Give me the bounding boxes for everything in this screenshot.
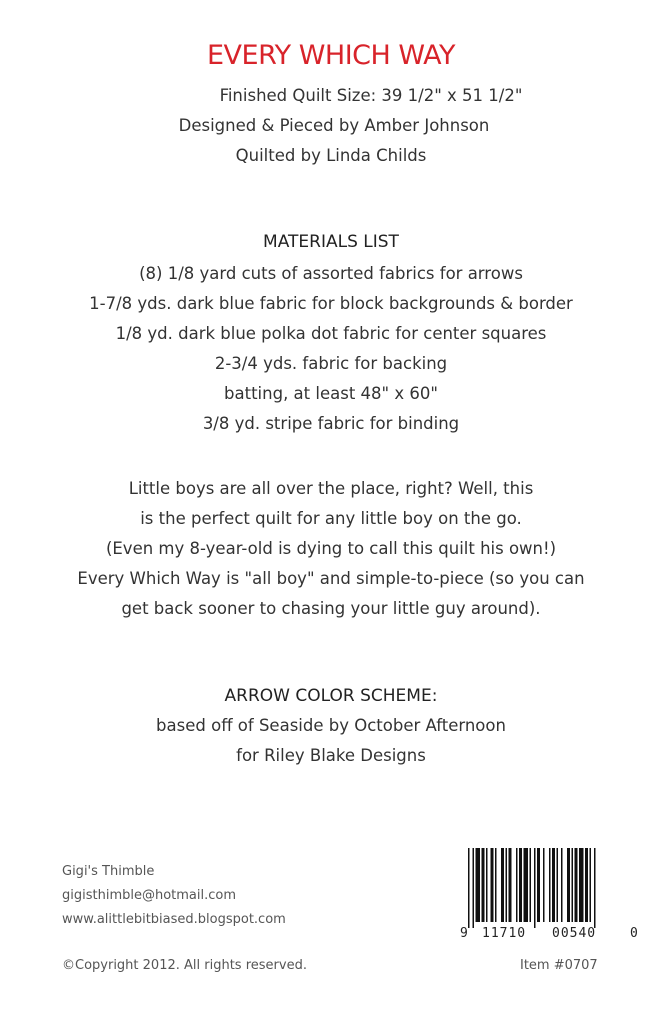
- barcode-bar: [534, 848, 536, 928]
- barcode-bars: [454, 848, 644, 928]
- barcode-bar: [519, 848, 522, 922]
- barcode-tail-digit: 0: [630, 926, 638, 941]
- barcode-bar: [495, 848, 497, 922]
- color-scheme-line: for Riley Blake Designs: [236, 746, 426, 765]
- barcode: [454, 848, 644, 948]
- barcode-bar: [468, 848, 470, 928]
- description-line: get back sooner to chasing your little guy around).: [121, 599, 541, 618]
- company-website: www.alittlebitbiased.blogspot.com: [62, 912, 286, 927]
- materials-item: 1-7/8 yds. dark blue fabric for block backgrounds & border: [89, 294, 573, 313]
- materials-item: 3/8 yd. stripe fabric for binding: [202, 414, 460, 433]
- item-number: Item #0707: [520, 958, 598, 973]
- materials-heading: MATERIALS LIST: [263, 232, 399, 252]
- description-line: Every Which Way is "all boy" and simple-to-piece (so you can: [77, 569, 585, 588]
- barcode-bar: [575, 848, 578, 922]
- barcode-bar: [506, 848, 508, 922]
- company-email: gigisthimble@hotmail.com: [62, 888, 237, 903]
- barcode-group-2: 00540: [552, 926, 597, 941]
- designer-credit: Designed & Pieced by Amber Johnson: [178, 116, 490, 135]
- barcode-bar: [524, 848, 529, 922]
- barcode-bar: [572, 848, 574, 922]
- barcode-bar: [594, 848, 596, 928]
- barcode-bar: [537, 848, 540, 922]
- barcode-bar: [491, 848, 494, 922]
- barcode-bar: [579, 848, 584, 922]
- barcode-bar: [557, 848, 559, 922]
- color-scheme-heading: ARROW COLOR SCHEME:: [224, 686, 438, 706]
- barcode-bar: [585, 848, 588, 922]
- materials-item: (8) 1/8 yard cuts of assorted fabrics for arrows: [139, 264, 523, 283]
- barcode-bar: [486, 848, 488, 922]
- barcode-bar: [476, 848, 481, 922]
- barcode-group-1: 11710: [482, 926, 527, 941]
- description-line: Little boys are all over the place, right? Well, this: [128, 479, 534, 498]
- barcode-bar: [543, 848, 545, 922]
- materials-item: 2-3/4 yds. fabric for backing: [214, 354, 448, 373]
- description-line: (Even my 8-year-old is dying to call this quilt his own!): [105, 539, 557, 558]
- barcode-bar: [530, 848, 532, 922]
- barcode-bar: [509, 848, 512, 922]
- barcode-bar: [482, 848, 485, 922]
- barcode-lead-digit: 9: [460, 926, 468, 941]
- barcode-bar: [501, 848, 504, 922]
- barcode-bar: [590, 848, 592, 922]
- materials-item: batting, at least 48" x 60": [224, 384, 438, 403]
- barcode-bar: [561, 848, 563, 922]
- barcode-bar: [552, 848, 555, 922]
- barcode-bar: [473, 848, 475, 928]
- barcode-bar: [516, 848, 518, 922]
- materials-item: 1/8 yd. dark blue polka dot fabric for center squares: [115, 324, 547, 343]
- finished-size: Finished Quilt Size: 39 1/2" x 51 1/2": [219, 86, 523, 105]
- color-scheme-line: based off of Seaside by October Afternoon: [156, 716, 506, 735]
- barcode-bar: [549, 848, 551, 922]
- barcode-bar: [567, 848, 570, 922]
- copyright-notice: ©Copyright 2012. All rights reserved.: [62, 958, 307, 973]
- pattern-title: EVERY WHICH WAY: [207, 40, 455, 71]
- description-line: is the perfect quilt for any little boy on the go.: [140, 509, 522, 528]
- quilter-credit: Quilted by Linda Childs: [235, 146, 427, 165]
- company-name: Gigi's Thimble: [62, 864, 155, 879]
